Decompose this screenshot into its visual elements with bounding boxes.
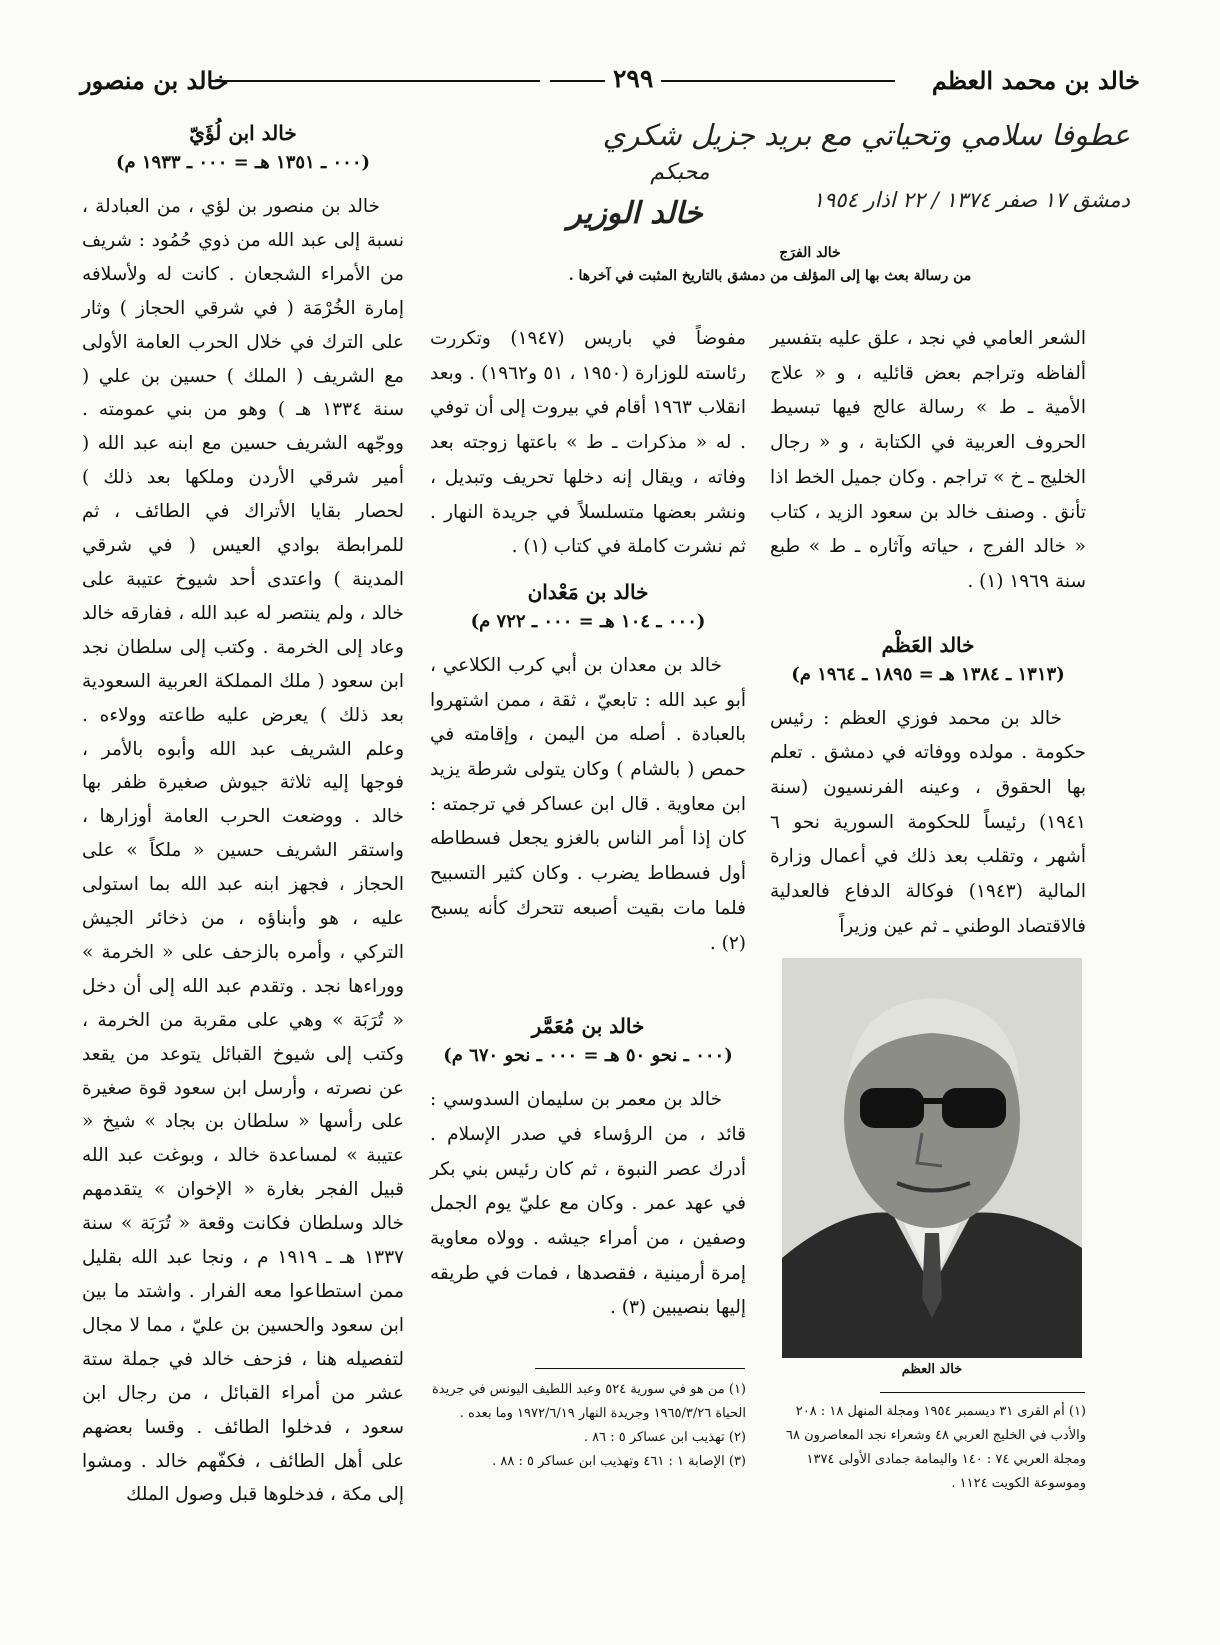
portrait-photo — [782, 958, 1082, 1358]
footnote-middle-2: (٢) تهذيب ابن عساكر ٥ : ٨٦ . — [583, 1430, 746, 1445]
letter-line-1: عطوفا سلامي وتحياتي مع بريد جزيل شكري — [602, 118, 1130, 152]
footnote-rule-right — [880, 1392, 1085, 1393]
running-header — [80, 60, 1140, 100]
column-left — [82, 118, 404, 1512]
header-rule-left — [210, 80, 540, 82]
header-rule-right — [550, 80, 895, 82]
entry-title-azm: خالد العَظْم — [881, 632, 975, 657]
letter-sign-top: محبكم — [650, 160, 710, 185]
portrait-caption: خالد العظم — [901, 1362, 963, 1377]
column-right — [770, 322, 1086, 945]
entry-azm-continuation: مفوضاً في باريس (١٩٤٧) وتكررت رئاسته للوزارة (١٩٥٠ ، ٥١ و١٩٦٢) . وبعد انقلاب ١٩٦٣ أقام في بيروت إلى أن توفي . له « مذكرات ـ ط » باعتها زوجته بعد وفاته ، ويقال إنه دخلها تحريف وتبديل ، ونشر بعضها متسلسلاً في جريدة النهار . ثم نشرت كاملة في كتاب (١) . — [430, 328, 747, 558]
entry-dates-madan: (٠٠٠ ـ ١٠٤ هـ = ٠٠٠ ـ ٧٢٢ م) — [470, 610, 706, 632]
entry-text-muammar: خالد بن معمر بن سليمان السدوسي : قائد ، من الرؤساء في صدر الإسلام . أدرك عصر النبوة ، ثم كان رئيس بني بكر في عهد عمر . وكان مع عليّ يوم الجمل وصفين ، من أمراء جيشه . وولاه معاوية إمرة أرمينية ، فقصدها ، فمات في طريقه إليها بنصيبين (٣) . — [430, 1089, 746, 1319]
entry-title-muammar: خالد بن مُعَمَّر — [531, 1014, 645, 1039]
portrait-image — [782, 958, 1082, 1358]
entry-dates-muammar: (٠٠٠ ـ نحو ٥٠ هـ = ٠٠٠ ـ نحو ٦٧٠ م) — [443, 1045, 733, 1067]
entry-faraj-continuation: الشعر العامي في نجد ، علق عليه بتفسير ألفاظه وتراجم بعض قائليه ، و « علاج الأمية ـ ط » رسالة عالج فيها تبسيط الحروف العربية في الكتابة ، و « رجال الخليج ـ خ » تراجم . وكان جميل الخط اذا تأنق . وصنف خالد بن سعود الزيد ، كتاب « خالد الفرج ، حياته وآثاره ـ ط » طبع سنة ١٩٦٩ (١) . — [770, 328, 1086, 592]
entry-text-luayy: خالد بن منصور بن لؤي ، من العبادلة ، نسبة إلى عبد الله من ذوي حُمُود : شريف من الأمراء الشجعان . كانت له ولأسلافه إمارة الخُرْمَة ( في شرقي الحجاز ) وثار على الترك في خلال الحرب العامة الأولى مع الشريف ( الملك ) حسين بن علي ( سنة ١٣٣٤ هـ ) وهو من بني عمومته . ووجّهه الشريف حسين مع ابنه عبد الله ( أمير شرقي الأردن وملكها بعد ذلك ) لحصار بقايا الأتراك في الطائف ، ثم للمرابطة بوادي العيس ( في شرقي المدينة ) واعتدى أحد شيوخ عتيبة على خالد ، ولم ينتصر له عبد الله ، ففارقه خالد وعاد إلى الخرمة . وكتب إلى سلطان نجد ابن سعود ( ملك المملكة العربية السعودية بعد ذلك ) يعرض عليه طاعته وولاءه . وعلم الشريف عبد الله وأبوه بالأمر ، فوجها إليه ثلاثة جيوش صغيرة ظفر بها خالد . ووضعت الحرب العامة أوزارها ، واستقر الشريف حسين « ملكاً » على الحجاز ، فجهز ابنه عبد الله بما استولى عليه ، هو وأبناؤه ، من ذخائر الجيش التركي ، وأمره بالزحف على « الخرمة » ووراءها نجد . وتقدم عبد الله إلى أن دخل « تُرَبَة » وهي على مقربة من الخرمة ، وكتب إلى شيوخ القبائل يتوعد من يقعد عن نصرته ، وأرسل ابن سعود قوة صغيرة على رأسها « سلطان بن بجاد » شيخ « عتيبة » لمساعدة خالد ، وبوغت عبد الله قبيل الفجر بغارة « الإخوان » يتقدمهم خالد وسلطان فكانت وقعة « تُرَبَة » سنة ١٣٣٧ هـ ـ ١٩١٩ م ، ونجا عبد الله بقليل ممن استطاعوا معه الفرار . واشتد ما بين ابن سعود والحسين بن عليّ ، مما لا مجال لتفصيله هنا ، فزحف خالد في جملة ستة عشر من أمراء القبائل ، من رجال ابن سعود ، فدخلوا الطائف . وقسا بعضهم على أهل الطائف ، فكفّهم خالد . ومشوا إلى مكة ، فدخلوها قبل وصول الملك — [82, 196, 405, 1506]
entry-text-madan: خالد بن معدان بن أبي كرب الكلاعي ، أبو عبد الله : تابعيّ ، ثقة ، ممن اشتهروا بالعبادة . أصله من اليمن ، وإقامته في حمص ( بالشام ) وكان يتولى شرطة يزيد ابن معاوية . قال ابن عساكر في ترجمته : كان إذا أمر الناس بالغزو يجعل فسطاطه أول فسطاط يضرب . وكان كثير التسبيح فلما مات بقيت أصبعه تتحرك كأنه يسبح (٢) . — [430, 654, 746, 954]
entry-dates-azm: (١٣١٣ ـ ١٣٨٤ هـ = ١٨٩٥ ـ ١٩٦٤ م) — [791, 663, 1065, 685]
entry-title-luayy: خالد ابن لُؤَيّ — [189, 121, 297, 145]
footnotes-middle — [430, 1378, 746, 1474]
footnotes-right — [770, 1400, 1086, 1496]
footnote-rule-middle — [535, 1368, 745, 1369]
header-entry-right: خالد بن محمد العظم — [931, 66, 1140, 95]
entry-title-madan: خالد بن مَعْدان — [527, 579, 649, 604]
entry-dates-luayy: (٠٠٠ ـ ١٣٥١ هـ = ٠٠٠ ـ ١٩٣٣ م) — [115, 152, 371, 173]
entry-text-azm: خالد بن محمد فوزي العظم : رئيس حكومة . مولده ووفاته في دمشق . تعلم بها الحقوق ، وعينه الفرنسيون (سنة ١٩٤١) رئيساً للحكومة السورية نحو ٦ أشهر ، وتقلب بعد ذلك في أعمال وزارة المالية (١٩٤٣) فوكالة الدفاع فالعدلية فالاقتصاد الوطني ـ ثم عين وزيراً — [770, 707, 1086, 937]
footnote-middle-1: (١) من هو في سورية ٥٢٤ وعبد اللطيف اليونس في جريدة الحياة ١٩٦٥/٣/٢٦ وجريدة النهار ١٩٧٢/٦/١٩ وما بعده . — [432, 1382, 746, 1421]
page-number: ٢٩٩ — [605, 64, 661, 93]
letter-line-2: دمشق ١٧ صفر ١٣٧٤ / ٢٢ اذار ١٩٥٤ — [812, 188, 1130, 212]
footnote-right-1: (١) أم القرى ٣١ ديسمبر ١٩٥٤ ومجلة المنهل ١٨ : ٢٠٨ والأدب في الخليج العربي ٤٨ وشعراء نجد المعاصرون ٦٨ ومجلة العربي ٧٤ : ١٤٠ واليمامة جمادى الأولى ١٣٧٤ وموسوعة الكويت ١١٢٤ . — [786, 1404, 1086, 1491]
letter-signature: خالد الوزير — [567, 196, 703, 231]
column-middle — [430, 322, 746, 1326]
footnote-middle-3: (٣) الإصابة ١ : ٤٦١ وتهذيب ابن عساكر ٥ : ٨٨ . — [492, 1454, 746, 1469]
letter-caption-name: خالد الفرَج — [779, 245, 841, 261]
header-entry-left: خالد بن منصور — [80, 66, 229, 95]
letter-caption: من رسالة بعث بها إلى المؤلف من دمشق بالتاريخ المثبت في آخرها . — [568, 268, 972, 284]
